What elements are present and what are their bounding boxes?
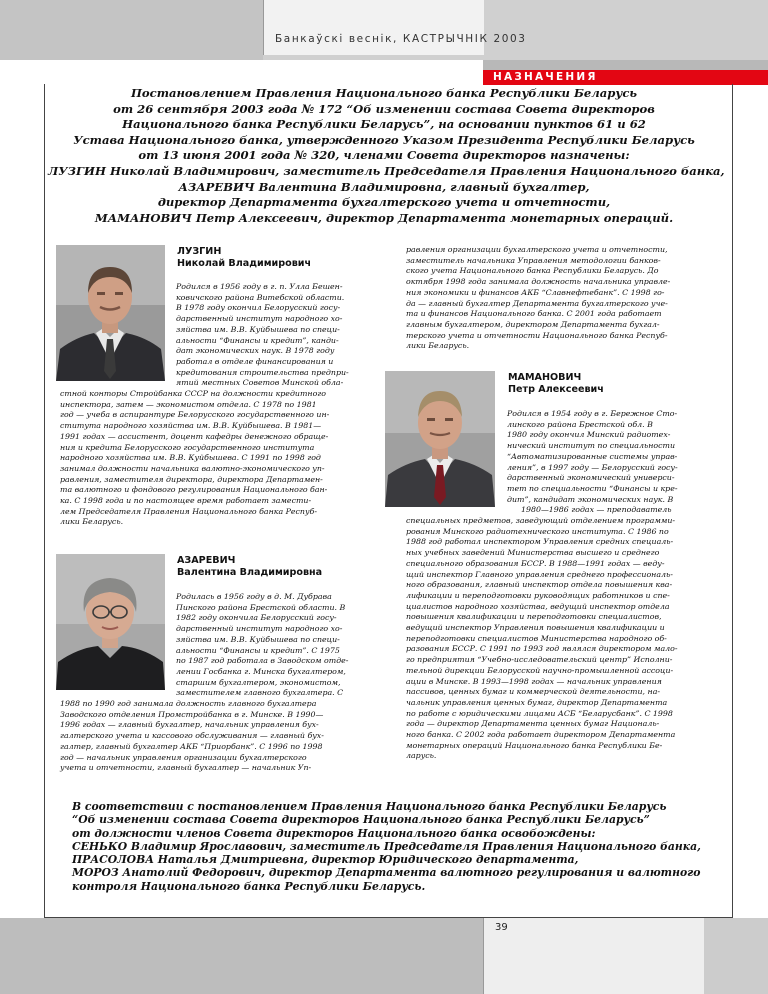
bio-line: года — директор Департамента ценных бумаг Националь- xyxy=(406,719,660,729)
bio-line: линского района Брестской обл. В xyxy=(507,419,653,429)
photo-azarevich xyxy=(56,554,165,690)
dismissal-decree xyxy=(72,800,732,893)
bio-line: альности “Финансы и кредит”, канди- xyxy=(176,335,339,345)
bio-line: галтер, главный бухгалтер АКБ “Приорбанк”. С 1996 по 1998 xyxy=(60,741,323,751)
bio-line: Родился в 1956 году в г. п. Улла Бешен- xyxy=(176,282,343,291)
surname: ЛУЗГИН xyxy=(177,246,222,257)
bio-line: дарственный институт народного хо- xyxy=(176,624,343,634)
bio-line: тельной дирекции Белорусской научно-промышленной ассоци- xyxy=(406,665,674,675)
bio-line: ковичского района Витебской области. xyxy=(176,292,345,302)
bio-line: занимал должности начальника валютно-экономического уп- xyxy=(60,463,325,473)
person-name-luzgin xyxy=(177,246,311,270)
bio-line: октября 1998 года занимала должность начальника управле- xyxy=(406,277,671,287)
given-names: Николай Владимирович xyxy=(177,258,312,269)
outro-line: СЕНЬКО Владимир Ярославович, заместитель Председателя Правления Национального банка, xyxy=(72,839,701,853)
bio-line: пассивов, ценных бумаг и коммерческой деятельности, на- xyxy=(406,687,661,697)
bio-line: Родилась в 1956 году в д. М. Дубрава xyxy=(176,592,332,601)
bio-luzgin-top xyxy=(176,282,349,389)
bio-line: Пинского района Брестской области. В xyxy=(176,602,346,612)
bio-line: та валютного и фондового регулирования Национального бан- xyxy=(60,485,328,495)
given-names: Петр Алексеевич xyxy=(508,384,604,395)
intro-line: МАМАНОВИЧ Петр Алексеевич, директор Департамента монетарных операций. xyxy=(94,210,674,225)
bio-line: да — главный бухгалтер Департамента бухгалтерского уче- xyxy=(406,298,668,308)
bio-line: ятий местных Советов Минской обла- xyxy=(176,378,344,388)
bio-line: работал в отделе финансирования и xyxy=(176,356,334,366)
bio-line: лификации и переподготовки руководящих работников и спе- xyxy=(406,590,670,600)
bio-line: лики Беларусь. xyxy=(406,341,470,351)
bio-line: “Автоматизированные системы управ- xyxy=(507,451,678,461)
given-names: Валентина Владимировна xyxy=(177,567,323,578)
intro-line: Постановлением Правления Национального банка Республики Беларусь xyxy=(130,86,638,100)
intro-line: директор Департамента бухгалтерского учета и отчетности, xyxy=(157,195,611,210)
photo-luzgin xyxy=(56,245,165,381)
bio-line: 1988 год работал инспектором Управления средних специаль- xyxy=(406,537,674,547)
bio-line: равления организации бухгалтерского учета и отчетности, xyxy=(406,245,668,254)
person-name-mamanovich xyxy=(508,372,604,396)
bio-line: тет по специальности “Финансы и кре- xyxy=(507,483,678,493)
intro-line: ЛУЗГИН Николай Владимирович, заместитель Председателя Правления Национального банка, xyxy=(48,163,725,178)
journal-title: Банкаўскі веснік, КАСТРЫЧНІК 2003 xyxy=(275,33,527,45)
bio-line: лем Председателя Правления Национального банка Респуб- xyxy=(60,506,317,516)
section-band xyxy=(483,60,768,70)
bio-line: ации в Минске. В 1993—1998 годах — начальник управления xyxy=(406,676,662,686)
bio-line: зяйства им. В.В. Куйбышева по специ- xyxy=(176,634,340,644)
footer-band-left xyxy=(0,918,483,994)
bio-line: дит”, кандидат экономических наук. В xyxy=(507,494,674,504)
bio-line: 1980—1986 годах — преподаватель xyxy=(521,505,672,515)
outro-line: МОРОЗ Анатолий Федорович, директор Департамента валютного регулирования и валютного xyxy=(72,866,701,880)
bio-line: Заводского отделения Промстройбанка в г. Минске. В 1990— xyxy=(60,709,324,719)
bio-line: учета и отчетности, главный бухгалтер — начальник Уп- xyxy=(60,763,312,773)
bio-line: инспектора, затем — экономистом отдела. С 1978 по 1981 xyxy=(60,399,317,409)
bio-line: В 1978 году окончил Белорусский госу- xyxy=(176,303,341,313)
appointment-decree xyxy=(48,86,725,226)
bio-line: 1982 году окончила Белорусский госу- xyxy=(176,613,337,623)
bio-azarevich-bottom xyxy=(60,699,324,774)
bio-line: специальных предметов, заведующий отделением программи- xyxy=(406,516,676,525)
bio-line: старшим бухгалтером, экономистом, xyxy=(176,677,341,687)
bio-line: заместителем главного бухгалтера. С xyxy=(176,688,344,698)
outro-line: от должности членов Совета директоров Национального банка освобождены: xyxy=(72,826,596,840)
bio-line: Родился в 1954 году в г. Бережное Сто- xyxy=(507,409,678,418)
bio-line: ларусь. xyxy=(406,751,437,761)
section-tag xyxy=(483,70,768,85)
bio-line: зяйства им. В.В. Куйбышева по специ- xyxy=(176,324,340,334)
bio-line: по работе с юридическими лицами АСБ “Беларусбанк”. С 1998 xyxy=(406,708,673,718)
bio-line: ния экономики и финансов АКБ “Славнефтебанк”. С 1998 го- xyxy=(406,287,665,297)
bio-line: рования Минского радиотехнического института. С 1986 по xyxy=(406,526,669,536)
bio-line: дарственный институт народного хо- xyxy=(176,314,343,324)
footer-panel xyxy=(483,918,704,994)
bio-line: 1980 году окончил Минский радиотех- xyxy=(507,430,671,440)
bio-line: по 1987 год работала в Заводском отде- xyxy=(176,656,349,666)
bio-line: чальник управления ценных бумаг, директор Департамента xyxy=(406,697,668,707)
bio-line: нический институт по специальности xyxy=(507,441,676,451)
bio-line: лении Госбанка г. Минска бухгалтером, xyxy=(176,666,346,676)
bio-line: ного образования, главный инспектор отдела повышения ква- xyxy=(406,580,673,590)
bio-line: 1996 годах — главный бухгалтер, начальник управления бух- xyxy=(60,720,319,730)
bio-line: ного банка. С 2002 года работает директором Департамента xyxy=(406,730,676,740)
bio-line: ведущий инспектор Управления повышения квалификации и xyxy=(406,623,665,633)
bio-line: главным бухгалтером, директором Департамента бухгал- xyxy=(406,319,660,329)
bio-line: альности “Финансы и кредит”. С 1975 xyxy=(176,645,340,655)
bio-line: лики Беларусь. xyxy=(60,517,124,527)
header-band-left xyxy=(0,0,263,60)
bio-line: 1988 по 1990 год занимала должность главного бухгалтера xyxy=(60,699,317,708)
outro-line: ПРАСОЛОВА Наталья Дмитриевна, директор Юридического департамента, xyxy=(72,853,579,867)
bio-line: заместитель начальника Управления методологии банков- xyxy=(406,255,661,265)
bio-line: год — учеба в аспирантуре Белорусского государственного ин- xyxy=(60,410,330,420)
bio-azarevich-continued xyxy=(406,245,670,352)
intro-line: АЗАРЕВИЧ Валентина Владимировна, главный бухгалтер, xyxy=(178,179,590,194)
bio-mamanovich-top xyxy=(507,409,678,516)
bio-line: го предприятия “Учебно-исследовательский центр” Исполни- xyxy=(406,655,673,665)
section-label: НАЗНАЧЕНИЯ xyxy=(493,71,598,83)
bio-line: повышения квалификации и переподготовки специалистов, xyxy=(406,612,662,622)
outro-line: “Об изменении состава Совета директоров Национального банка Республики Беларусь” xyxy=(72,813,650,827)
bio-line: ского учета Национального банка Республики Беларусь. До xyxy=(406,266,659,276)
bio-line: ститута народного хозяйства им. В.В. Куйбышева. В 1981— xyxy=(60,421,322,431)
intro-line: от 13 июня 2001 года № 320, членами Совета директоров назначены: xyxy=(138,148,630,163)
intro-line: Устава Национального банка, утвержденного Указом Президента Республики Беларусь xyxy=(73,132,695,147)
page-number: 39 xyxy=(495,922,508,933)
bio-mamanovich-bottom xyxy=(406,516,678,762)
bio-line: галтерского учета и кассового обслуживания — главный бух- xyxy=(60,731,324,741)
bio-line: ка. С 1998 года и по настоящее время работает замести- xyxy=(60,496,312,506)
bio-line: специального образования БССР. В 1988—1991 годах — веду- xyxy=(406,558,665,568)
bio-line: щий инспектор Главного управления среднего профессиональ- xyxy=(406,569,673,579)
bio-line: ных учебных заведений Министерства высшего и среднего xyxy=(406,548,660,558)
bio-line: кредитования строительства предпри- xyxy=(176,367,349,377)
bio-line: ния и кредита Белорусского государственного института xyxy=(60,442,315,452)
intro-line: от 26 сентября 2003 года № 172 “Об изменении состава Совета директоров xyxy=(113,101,655,116)
bio-line: та и финансов Национального банка. С 2001 года работает xyxy=(406,309,662,319)
bio-line: дат экономических наук. В 1978 году xyxy=(176,346,335,356)
bio-line: народного хозяйства им. В.В. Куйбышева. С 1991 по 1998 год xyxy=(60,453,321,463)
photo-mamanovich xyxy=(385,371,495,507)
bio-azarevich-top xyxy=(176,592,348,699)
outro-line: В соответствии с постановлением Правления Национального банка Республики Беларусь xyxy=(72,800,667,813)
outro-line: контроля Национального банка Республики Беларусь. xyxy=(72,879,426,893)
surname: МАМАНОВИЧ xyxy=(508,372,582,383)
bio-line: терского учета и отчетности Национального банка Респуб- xyxy=(406,330,668,340)
bio-line: циалистов народного хозяйства, ведущий инспектор отдела xyxy=(406,601,670,611)
bio-line: 1991 годах — ассистент, доцент кафедры денежного обраще- xyxy=(60,431,329,441)
header-panel xyxy=(263,0,484,55)
bio-line: стной конторы Стройбанка СССР на должности кредитного xyxy=(60,389,326,398)
bio-line: разования БССР. С 1991 по 1993 год являлся директором мало- xyxy=(406,644,678,654)
bio-line: равления, заместителя директора, директора Департамен- xyxy=(60,474,323,484)
bio-line: год — начальник управления организации бухгалтерского xyxy=(60,752,307,762)
person-name-azarevich xyxy=(177,555,322,579)
bio-line: дарственный экономический универси- xyxy=(507,473,675,483)
bio-line: переподготовки специалистов Министерства народного об- xyxy=(406,633,667,643)
bio-line: монетарных операций Национального банка Республики Бе- xyxy=(406,740,663,750)
bio-line: ления”, в 1997 году — Белорусский госу- xyxy=(507,462,678,472)
intro-line: Национального банка Республики Беларусь”, на основании пунктов 61 и 62 xyxy=(122,117,646,132)
surname: АЗАРЕВИЧ xyxy=(177,555,236,566)
bio-luzgin-bottom xyxy=(60,389,329,528)
